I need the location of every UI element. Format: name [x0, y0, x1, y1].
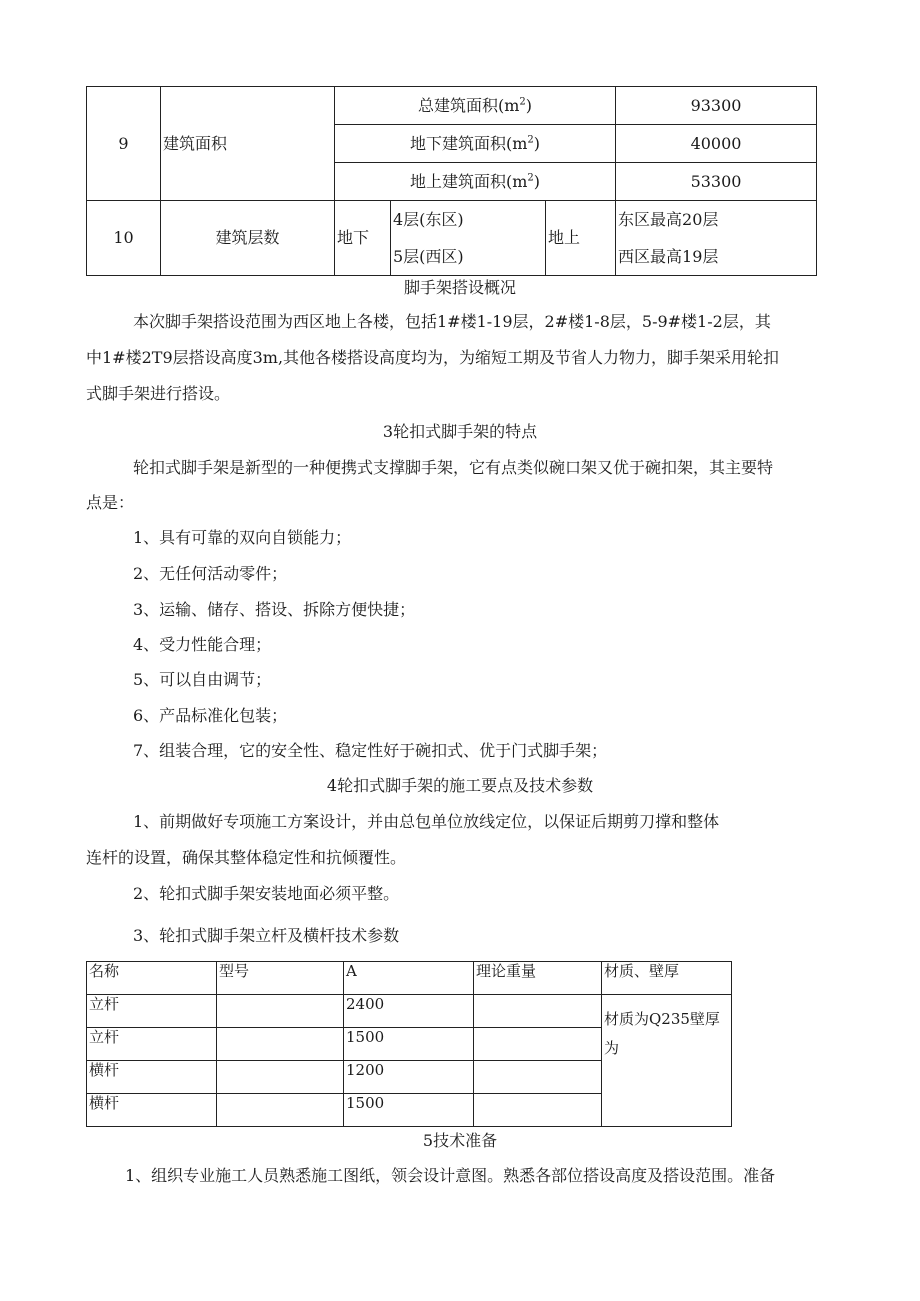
paragraph-line: 点是：	[86, 493, 135, 512]
list-item: 5、可以自由调节；	[133, 670, 272, 689]
weight-cell	[474, 1094, 602, 1127]
header-cell: 材质、壁厚	[602, 962, 732, 995]
weight-cell	[474, 1061, 602, 1094]
paragraph-line: 本次脚手架搭设范围为西区地上各楼，包括1#楼1-19层，2#楼1-8层，5-9#楼1-2层，其	[133, 312, 771, 331]
a-cell: 2400	[344, 995, 474, 1028]
name-cell: 横杆	[87, 1061, 217, 1094]
model-cell	[217, 995, 344, 1028]
header-cell: 型号	[217, 962, 344, 995]
paragraph-line: 连杆的设置，确保其整体稳定性和抗倾覆性。	[86, 848, 407, 867]
underground-label: 地下	[335, 201, 391, 276]
a-cell: 1500	[344, 1028, 474, 1061]
area-value: 93300	[616, 87, 817, 125]
area-value: 53300	[616, 163, 817, 201]
row-number: 9	[87, 87, 161, 201]
list-item: 3、运输、储存、搭设、拆除方便快捷；	[133, 600, 416, 619]
parameters-table	[86, 961, 732, 1127]
paragraph-line: 2、轮扣式脚手架安装地面必须平整。	[133, 884, 400, 903]
header-cell: 名称	[87, 962, 217, 995]
table-row	[87, 201, 817, 276]
paragraph-line: 轮扣式脚手架是新型的一种便携式支撑脚手架，它有点类似碗口架又优于碗扣架，其主要特	[133, 458, 774, 477]
list-item: 1、具有可靠的双向自锁能力；	[133, 528, 352, 547]
model-cell	[217, 1028, 344, 1061]
row-label: 建筑层数	[161, 201, 335, 276]
a-cell: 1200	[344, 1061, 474, 1094]
underground-floors: 4层(东区) 5层(西区)	[391, 201, 546, 276]
paragraph-line: 1、前期做好专项施工方案设计，并由总包单位放线定位，以保证后期剪刀撑和整体	[133, 812, 720, 831]
model-cell	[217, 1061, 344, 1094]
header-cell: 理论重量	[474, 962, 602, 995]
model-cell	[217, 1094, 344, 1127]
area-name: 地上建筑面积$(m^2)$	[335, 163, 616, 201]
section-title-overview: 脚手架搭设概况	[403, 278, 516, 297]
list-item: 4、受力性能合理；	[133, 635, 272, 654]
material-cell: 材质为Q235壁厚 为	[602, 995, 732, 1127]
list-item: 7、组装合理，它的安全性、稳定性好于碗扣式、优于门式脚手架；	[133, 741, 608, 760]
table-header-row	[87, 962, 732, 995]
row-label: 建筑面积	[161, 87, 335, 201]
area-name: 总建筑面积$(m^2)$	[335, 87, 616, 125]
table-row	[87, 87, 817, 125]
row-number: 10	[87, 201, 161, 276]
header-cell: A	[344, 962, 474, 995]
list-item: 2、无任何活动零件；	[133, 564, 288, 583]
paragraph-line: 中1#楼2T9层搭设高度3m,其他各楼搭设高度均为，为缩短工期及节省人力物力，脚手架采用轮扣	[86, 348, 780, 367]
section-title-5: 5技术准备	[422, 1131, 498, 1150]
weight-cell	[474, 995, 602, 1028]
paragraph-line: 3、轮扣式脚手架立杆及横杆技术参数	[133, 926, 400, 945]
area-name: 地下建筑面积$(m^2)$	[335, 125, 616, 163]
aboveground-floors: 东区最高20层 西区最高19层	[616, 201, 817, 276]
name-cell: 横杆	[87, 1094, 217, 1127]
a-cell: 1500	[344, 1094, 474, 1127]
building-info-table	[86, 86, 817, 276]
weight-cell	[474, 1028, 602, 1061]
list-item: 6、产品标准化包装；	[133, 706, 288, 725]
paragraph-line: 1、组织专业施工人员熟悉施工图纸，领会设计意图。熟悉各部位搭设高度及搭设范围。准备	[125, 1166, 776, 1185]
paragraph-line: 式脚手架进行搭设。	[86, 384, 231, 403]
section-title-4: 4轮扣式脚手架的施工要点及技术参数	[326, 776, 594, 795]
aboveground-label: 地上	[546, 201, 616, 276]
name-cell: 立杆	[87, 1028, 217, 1061]
area-value: 40000	[616, 125, 817, 163]
table-row	[87, 995, 732, 1028]
name-cell: 立杆	[87, 995, 217, 1028]
section-title-3: 3轮扣式脚手架的特点	[382, 422, 538, 441]
